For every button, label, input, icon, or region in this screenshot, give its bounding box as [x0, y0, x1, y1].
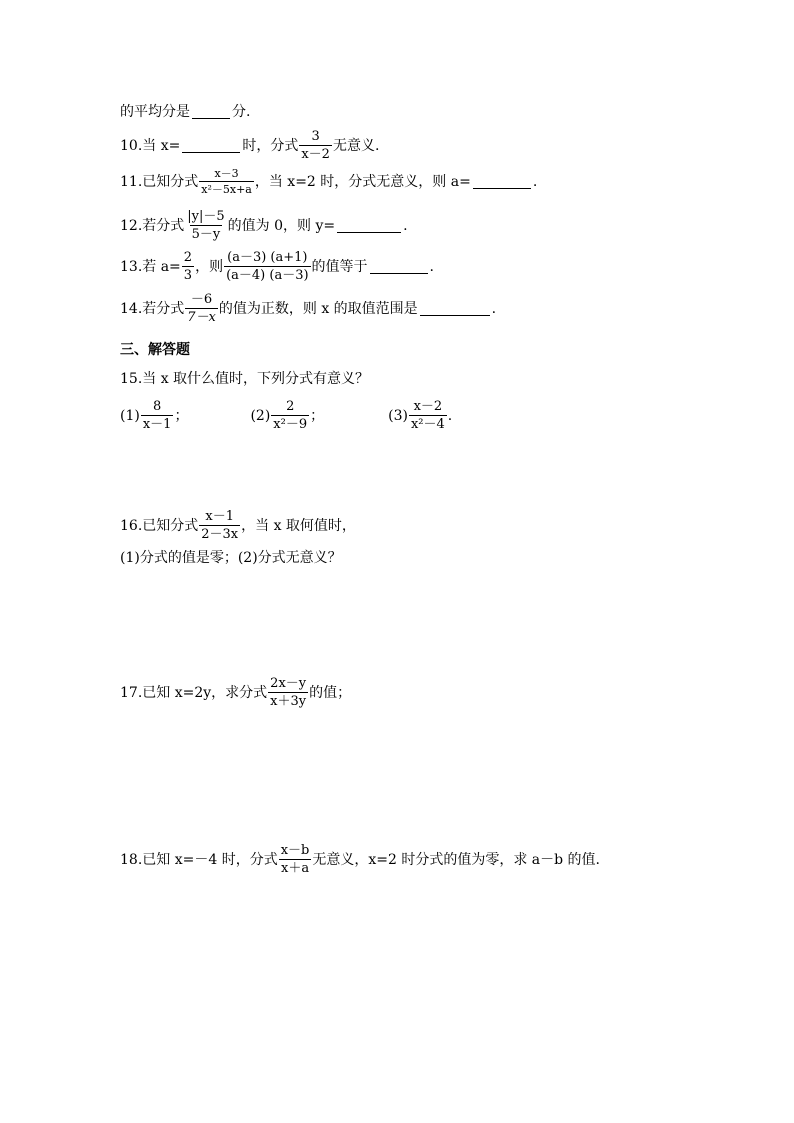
q16-line2: (1)分式的值是零；(2)分式无意义？: [120, 550, 342, 566]
fraction-q12: [185, 210, 226, 241]
q11-text-b: ，当 x=2 时，分式无意义，则 a=: [254, 173, 471, 190]
q15-part3-tail: .: [447, 407, 453, 424]
answer-blank-q9[interactable]: [192, 104, 230, 119]
question-18: [120, 844, 600, 875]
q18-text-a: 18.已知 x=－4 时，分式: [120, 851, 278, 868]
q17-text-b: 的值；: [309, 684, 352, 701]
q10-text-b: 时，分式: [242, 137, 299, 154]
question-9-tail: [120, 104, 250, 119]
fraction-numerator: 8: [153, 399, 162, 414]
fraction-q13-a-value: [182, 251, 194, 282]
question-15: [120, 372, 369, 386]
q15-part3-label: (3): [388, 407, 408, 424]
fraction-denominator: (a－4) (a－3): [226, 268, 309, 283]
q10-text-a: 10.当 x=: [120, 137, 181, 154]
fraction-numerator: x－b: [280, 843, 310, 858]
q9-text-b: 分.: [232, 103, 251, 120]
q14-text-a: 14.若分式: [120, 300, 185, 317]
answer-blank-q13[interactable]: [370, 259, 428, 274]
q13-text-b: ，则: [195, 258, 224, 275]
question-12: [120, 210, 408, 241]
answer-blank-q12[interactable]: [337, 218, 401, 233]
q13-text-d: .: [429, 258, 434, 275]
q15-part1-tail: ；: [174, 407, 189, 424]
question-17: [120, 677, 351, 708]
fraction-denominator: 5－y: [191, 227, 221, 242]
q14-text-c: .: [491, 300, 497, 317]
fraction-q15-part1: [141, 400, 174, 431]
fraction-denominator: x＋3y: [270, 694, 307, 709]
question-15-parts: [120, 400, 452, 431]
fraction-q16: [199, 510, 240, 541]
fraction-numerator: 2: [286, 399, 295, 414]
fraction-q13: [224, 251, 310, 282]
answer-blank-q14[interactable]: [420, 301, 490, 316]
question-16-line2: [120, 551, 342, 565]
fraction-numerator: x－1: [205, 509, 234, 524]
fraction-numerator: 3: [311, 129, 320, 144]
q15-text: 15.当 x 取什么值时，下列分式有意义？: [120, 371, 370, 387]
q14-text-b: 的值为正数，则 x 的取值范围是: [218, 300, 418, 317]
fraction-numerator: －6: [190, 292, 213, 307]
question-14: [120, 293, 496, 324]
fraction-denominator: 3: [183, 268, 193, 283]
q18-text-b: 无意义，x=2 时分式的值为零，求 a－b 的值.: [312, 851, 601, 868]
fraction-denominator: x－2: [301, 147, 330, 162]
q11-text-c: .: [532, 173, 538, 190]
q12-text-c: .: [403, 217, 408, 234]
q9-text-a: 的平均分是: [120, 103, 190, 120]
q16-text-b: ，当 x 取何值时，: [241, 517, 356, 534]
answer-blank-q10[interactable]: [182, 138, 240, 153]
q10-text-c: 无意义.: [332, 137, 380, 154]
q12-text-a: 12.若分式: [120, 217, 185, 234]
fraction-q15-part3: [409, 400, 447, 431]
fraction-denominator: x－1: [142, 417, 172, 432]
fraction-q17: [268, 677, 308, 708]
fraction-denominator: x²－5x+a: [201, 183, 252, 196]
q15-part1-label: (1): [120, 407, 140, 424]
question-10: [120, 130, 379, 161]
fraction-q11: [199, 168, 254, 195]
question-13: [120, 251, 434, 282]
q15-part2-tail: ；: [310, 407, 325, 424]
fraction-numerator: x－2: [413, 399, 443, 414]
fraction-numerator: x－3: [214, 167, 239, 180]
q13-text-a: 13.若 a=: [120, 258, 181, 275]
q11-text-a: 11.已知分式: [120, 173, 199, 190]
fraction-numerator: 2x－y: [270, 676, 307, 691]
fraction-denominator: 7－x: [187, 310, 216, 325]
section-title: 三、解答题: [120, 342, 190, 358]
q13-text-c: 的值等于: [311, 258, 368, 275]
fraction-denominator: x²－4: [410, 417, 445, 432]
fraction-q18: [279, 844, 312, 875]
answer-blank-q11[interactable]: [473, 174, 531, 189]
fraction-numerator: (a－3) (a+1): [227, 250, 308, 265]
question-11: [120, 168, 537, 195]
section-heading: [120, 343, 190, 357]
fraction-q15-part2: [271, 400, 309, 431]
fraction-q14: [185, 293, 218, 324]
fraction-denominator: x＋a: [280, 861, 310, 876]
question-16: [120, 510, 356, 541]
q17-text-a: 17.已知 x=2y，求分式: [120, 684, 268, 701]
fraction-denominator: x²－9: [273, 417, 308, 432]
q15-part2-label: (2): [250, 407, 271, 424]
q12-text-b: 的值为 0，则 y=: [227, 217, 336, 234]
fraction-numerator: |y|－5: [187, 209, 225, 224]
fraction-denominator: 2－3x: [201, 527, 239, 542]
fraction-numerator: 2: [183, 250, 193, 265]
fraction-q10: [299, 130, 332, 161]
q16-text-a: 16.已知分式: [120, 517, 199, 534]
